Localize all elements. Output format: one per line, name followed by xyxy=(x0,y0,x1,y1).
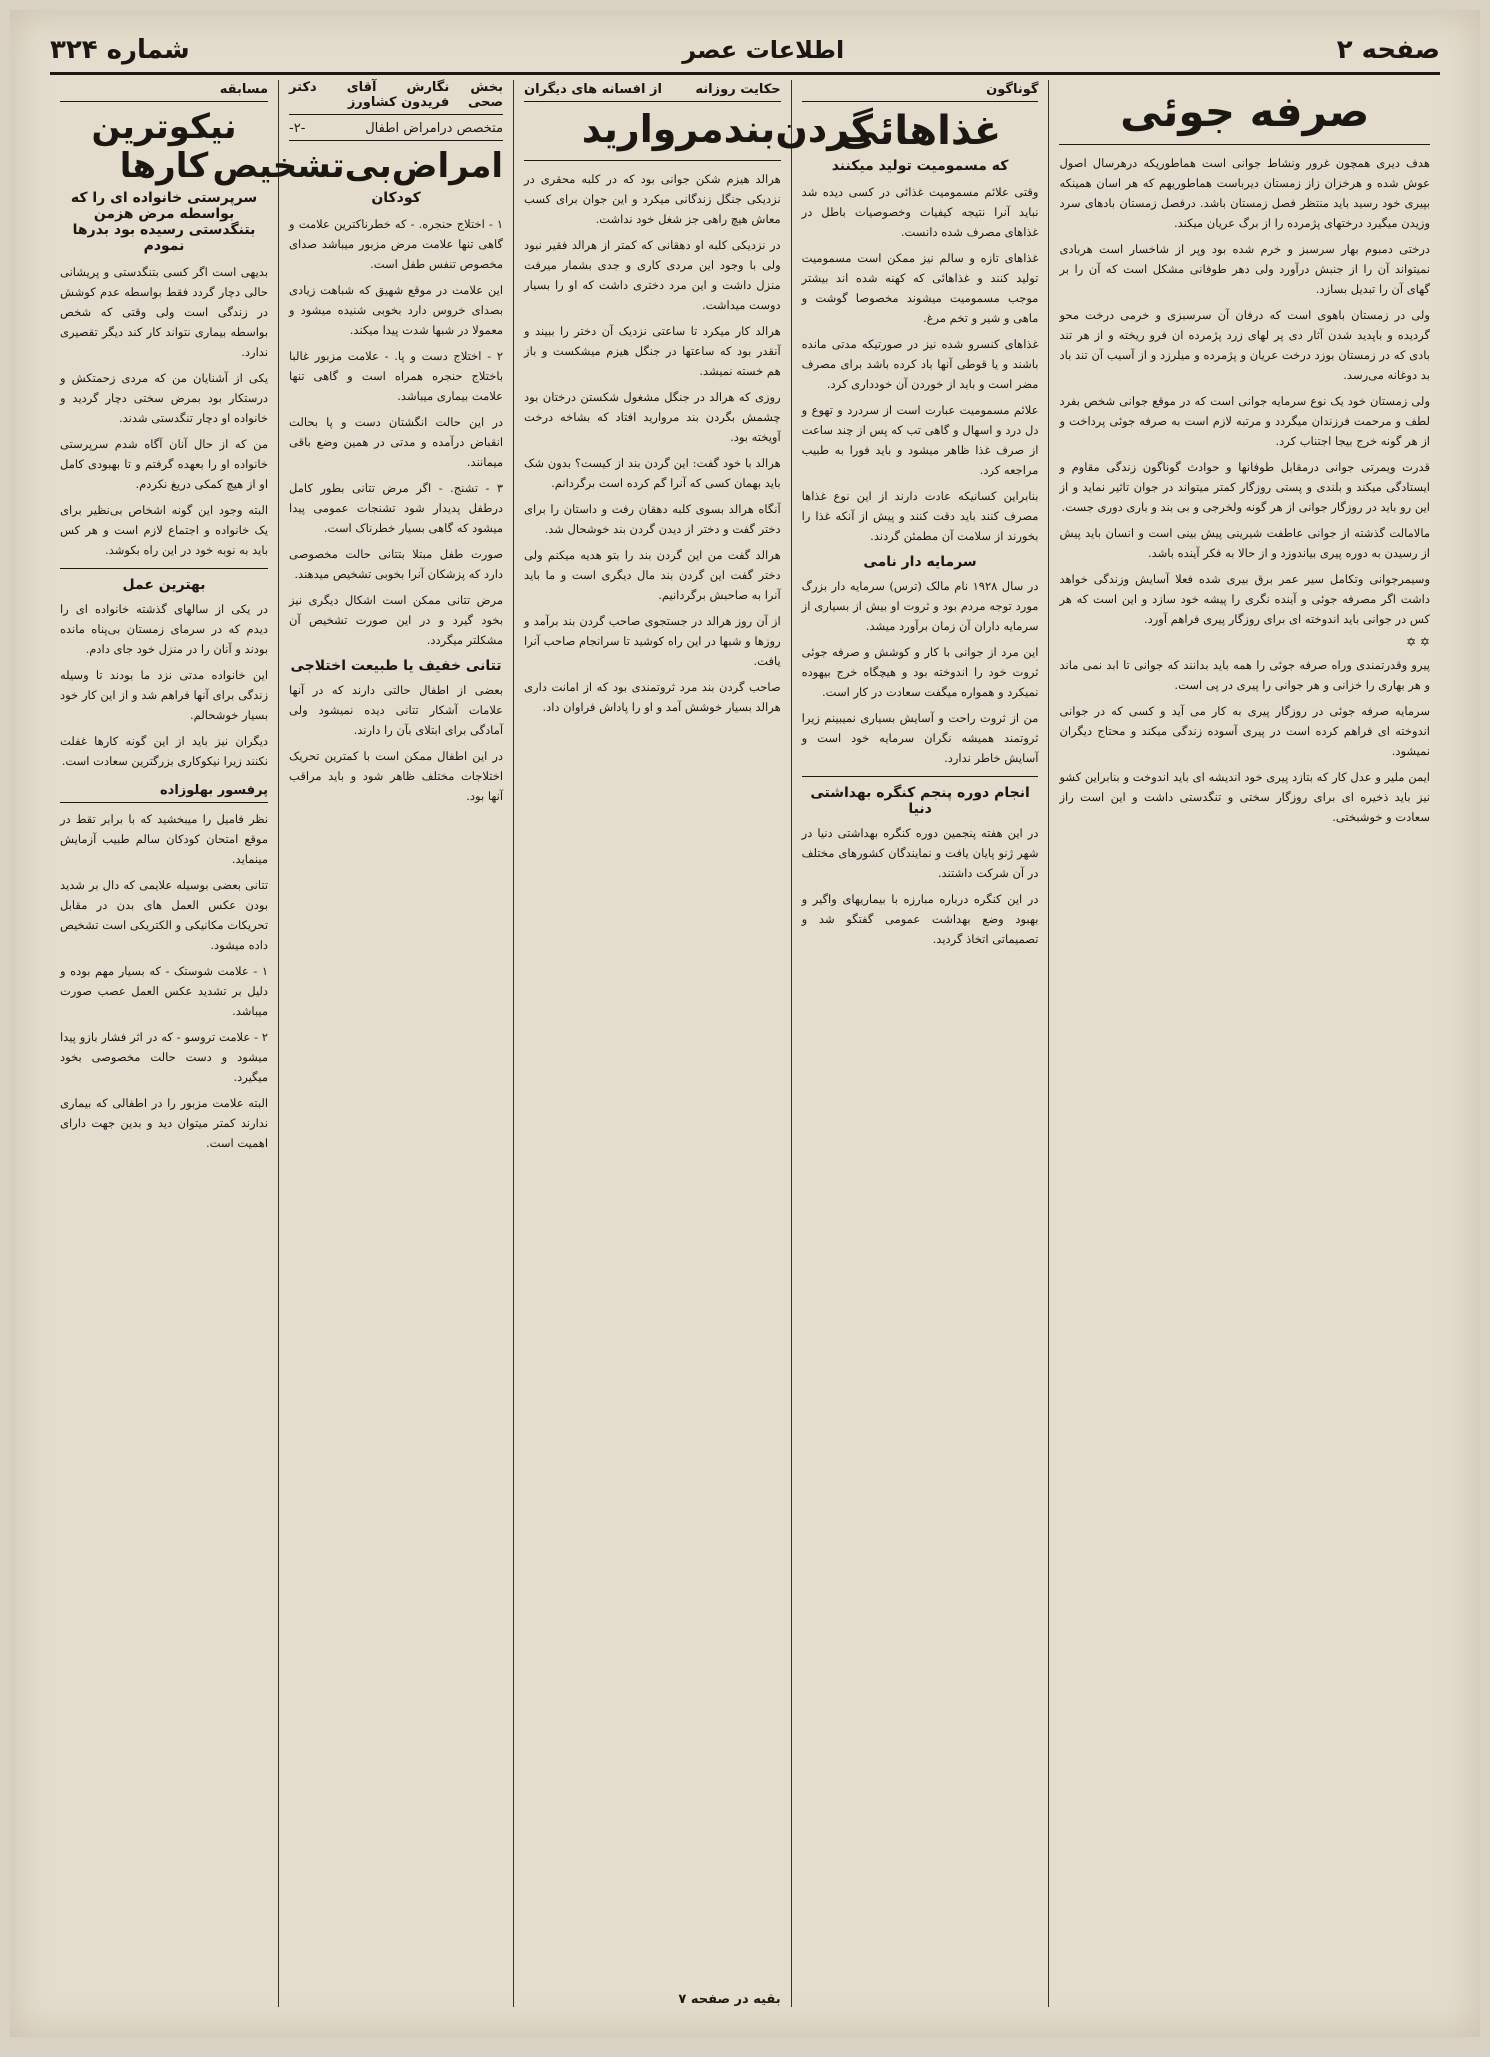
article-paragraph: من از ثروت راحت و آسایش بسیاری نمیبینم زیرا ثروتمند همیشه نگران سرمایه خود است و آسایش خاطر ندارد. xyxy=(801,711,1039,765)
continued-note: بقیه در صفحه ۷ xyxy=(678,1992,781,2007)
article-paragraph: درختی دمبوم بهار سرسبز و خرم شده بود وپر از شاخسار است هربادی نمیتواند آن را از جنبش درآورد ولی دهر طوفانی مشکل است که آن را بر گهای آن را تبدیل بسازد. xyxy=(1059,242,1430,297)
divider xyxy=(802,776,1039,777)
article-paragraph: هدف دیری همچون غرور ونشاط جوانی است هماطوریکه درهرسال اصول عوش شده و هرخزان زاز زمستان دیرباست هماطوریهم که هر اسان همینکه بپیری خود رسید باید منتظر فصل زمستان باشد. درفصل زمستان بادهای سرد وزیدن میگیرد درختهای پژمرده را از برگ عریان میکند. xyxy=(1059,156,1430,231)
paper-name: اطلاعات عصر xyxy=(682,36,845,64)
health-section-strip xyxy=(289,80,503,115)
article-paragraph: البته علامت مزبور را در اطفالی که بیماری ندارند کمتر میتوان دید و بدین جهت دارای اهمیت است. xyxy=(59,1096,269,1151)
column-saving xyxy=(1048,80,1440,2007)
article-paragraph: هرالد گفت من این گردن بند را بتو هدیه میکنم ولی دختر گفت این گردن بند مال دیگری است و ما باید آنرا به صاحبش برگردانیم. xyxy=(524,547,781,602)
strip-sub: متخصص درامراض اطفال xyxy=(365,121,504,136)
article-paragraph: ۱ - علامت شوستک - که بسیار مهم بوده و دلیل بر تشدید عکس العمل عصب صورت میباشد. xyxy=(59,964,269,1019)
article-paragraph: ولی زمستان خود یک نوع سرمایه جوانی است که در موقع جوانی شخص بفرد لطف و مرحمت فرزندان میگردد و مرتبه لازم است به صرفه جوئی پرداخت و از هر گونه خرج بیجا اجتناب کرد. xyxy=(1059,394,1430,449)
article-paragraph: وقتی علائم مسمومیت غذائی در کسی دیده شد نباید آنرا نتیجه کیفیات وخصوصیات باطل در غذاهای مصرف شده دانست. xyxy=(801,185,1039,239)
article-paragraph: آنگاه هرالد بسوی کلبه دهقان رفت و داستان را برای دختر گفت و دختر از دیدن گردن بند خوشحال شد. xyxy=(524,501,781,536)
strip-right: بخش صحی xyxy=(467,80,504,110)
article-paragraph: قدرت ویمرتی جوانی درمقابل طوفانها و حوادث گوناگون زندگی مقاوم و ایستادگی میکند و بلندی و پستی روزگار کمتر میتواند در جوان تاثیر نماید و از این رو باید در روزگار جوانی از هر گونه ولخرجی و بی بند و باری دوری جست. xyxy=(1059,460,1430,515)
article-paragraph: غذاهای کنسرو شده نیز در صورتیکه مدتی مانده باشند و یا قوطی آنها باد کرده باشد برای مصرف مضر است و باید از خوردن آن خودداری کرد. xyxy=(801,337,1039,391)
article-paragraph: از آن روز هرالد در جستجوی صاحب گردن بند برآمد و روزها و شبها در این راه کوشید تا سرانجام صاحب آنرا یافت. xyxy=(524,613,781,668)
headline-good-deeds: نیکوترین کارها xyxy=(91,107,237,187)
section-title-capitalist: سرمایه دار نامی xyxy=(863,554,977,570)
article-paragraph: روزی که هرالد در جنگل مشغول شکستن درختان بود چشمش بگردن بند مروارید افتاد که بشاخه درخت آویخته بود. xyxy=(524,389,781,444)
kicker-misc xyxy=(802,80,1039,102)
kicker-professor xyxy=(60,781,268,803)
article-paragraph: سرمایه صرفه جوئی در روزگار پیری به کار می آید و کسی که در جوانی اندوخته ای فراهم کرده است در پیری آسوده زندگی میکند و محتاج دیگران نمیشود. xyxy=(1059,704,1430,759)
page-label: صفحه ۲ xyxy=(1336,35,1440,65)
article-paragraph: صورت طفل مبتلا بتتانی حالت مخصوصی دارد که پزشکان آنرا بخوبی تشخیص میدهند. xyxy=(289,547,504,582)
article-paragraph: بعضی از اطفال حالتی دارند که در آنها علامات آشکار تتانی دیده نمیشود ولی آمادگی برای ابتلای بآن را دارند. xyxy=(289,683,504,738)
article-paragraph: این مرد از جوانی با کار و کوشش و صرفه جوئی ثروت خود را اندوخته بود و هیچگاه خرج بیهوده نمیکرد و همواره میگفت سعادت در کار است. xyxy=(801,645,1039,699)
columns xyxy=(50,80,1440,2007)
issue-label: شماره ۳۲۴ xyxy=(50,35,190,65)
article-paragraph: در این هفته پنجمین دوره کنگره بهداشتی دنیا در شهر ژنو پایان یافت و نمایندگان کشورهای مختلف در آن شرکت داشتند. xyxy=(801,826,1039,880)
divider xyxy=(1059,144,1430,145)
article-paragraph: یکی از آشنایان من که مردی زحمتکش و درستکار بود بمرض سختی دچار گردید و خانواده او دچار تنگدستی شدند. xyxy=(59,371,269,426)
article-paragraph: ۲ - اختلاج دست و پا. - علامت مزبور غالبا باختلاج حنجره همراه است و گاهی تنها علامت بیماری میباشد. xyxy=(289,349,504,404)
subhead-children: کودکان xyxy=(371,190,421,207)
section-title-mild-tetany: تتانی خفیف یا طبیعت اختلاجی xyxy=(290,658,502,675)
article-paragraph: هرالد هیزم شکن جوانی بود که در کلبه محقری در نزدیکی جنگل زندگانی میکرد و این جوان برای کسب معاش هیچ راهی جز شغل خود نداشت. xyxy=(524,171,781,226)
article-paragraph: ۳ - تشنج. - اگر مرض تتانی بطور کامل درطفل پدیدار شود تشنجات عمومی پیدا میشود که گاهی بسیار خطرناک است. xyxy=(289,481,504,536)
article-paragraph: این خانواده مدتی نزد ما بودند تا وسیله زندگی برای آنها فراهم شد و از این کار خود بسیار خوشحالم. xyxy=(59,668,269,723)
kicker-label: گوناگون xyxy=(986,82,1039,97)
divider xyxy=(524,160,781,161)
article-paragraph: البته وجود این گونه اشخاص بی‌نظیر برای یک خانواده و اجتماع لازم است و هر کس باید به نوبه خود در این راه بکوشد. xyxy=(59,503,269,558)
column-foods xyxy=(791,80,1049,2007)
kicker-right: حکایت روزانه xyxy=(695,82,781,97)
masthead-rule xyxy=(50,72,1440,75)
article-paragraph: مالامالت گذشته از جوانی عاطفت شیرینی پیش بینی است و انسان باید پیش از رسیدن به دوره پیری بیاندوزد و از حالا به فکر آینده باشد. xyxy=(1059,526,1430,561)
star-ornament: ✡ ✡ xyxy=(1406,635,1430,650)
article-paragraph: ۱ - اختلاج حنجره. - که خطرناکترین علامت و گاهی تنها علامت مرض مزبور میباشد صدای مخصوص تنفس طفل است. xyxy=(289,217,504,272)
article-paragraph: در این حالت انگشتان دست و پا بحالت انقباض درآمده و مدتی در همین وضع باقی میمانند. xyxy=(289,415,504,470)
article-paragraph: صاحب گردن بند مرد ثروتمندی بود که از امانت داری هرالد بسیار خوشش آمد و او را پاداش فراوان داد. xyxy=(524,679,781,714)
article-paragraph: هرالد کار میکرد تا ساعتی نزدیک آن دختر را ببیند و آنقدر بود که ساعتها در جنگل هیزم میشکست و باز هم خسته نمیشد. xyxy=(524,323,781,378)
section-title-health-congress: انجام دوره پنجم کنگره بهداشتی دنیا xyxy=(810,785,1030,817)
article-paragraph: تتانی بعضی بوسیله علایمی که دال بر شدید بودن عکس العمل های بدن در مقابل تحریکات مکانیکی و الکتریکی است تشخیص داده میشود. xyxy=(59,878,269,953)
article-paragraph: نظر فامیل را میبخشید که با برابر تقط در موقع امتحان کودکان سالم طبیب آزمایش مینماید. xyxy=(59,812,269,867)
article-paragraph: غذاهای تازه و سالم نیز ممکن است مسمومیت تولید کنند و غذاهائی که کهنه شده اند بیشتر موجب مسمومیت میشوند مخصوصا گوشت و ماهی و شیر و تخم مرغ. xyxy=(801,251,1039,325)
masthead-folio xyxy=(50,28,1440,72)
kicker-left: از افسانه های دیگران xyxy=(524,82,662,97)
subhead-foods: که مسمومیت تولید میکنند xyxy=(831,158,1009,174)
section-title-best-deed: بهترین عمل xyxy=(122,577,206,594)
article-paragraph: در این اطفال ممکن است با کمترین تحریک اختلاجات مختلف ظاهر شود و باید مراقب آنها بود. xyxy=(289,749,504,804)
author-strip xyxy=(289,121,503,141)
headline-foods: غذاهائی xyxy=(838,108,1002,154)
article-paragraph: هرالد با خود گفت: این گردن بند از کیست؟ بدون شک باید بهمان کسی که آنرا گم کرده است برگردانم. xyxy=(524,455,781,490)
article-paragraph: ولی در زمستان باهوی است که درفان آن سرسبزی و خرمی درخت محو گردیده و باپدید شدن آثار دی پر لهای زرد پژمرده ان فرو ریخته و از هر تند بادی که در زمستان بوزد درخت عریان و پژمرده و میلرزد و از آسیب آن تند باد بد دوغانه می‌رسد. xyxy=(1059,308,1430,383)
headline-diseases: امراض‌بی‌تشخیص xyxy=(212,146,504,186)
subhead-good-deeds: سرپرستی خانواده ای را که بواسطه مرض هزمن بتنگدستی رسیده بود بدرها نمودم xyxy=(70,190,258,255)
strip-left: نگارش آقای دکتر فریدون کشاورز xyxy=(289,80,450,110)
article-paragraph: این علامت در موقع شهیق که شباهت زیادی بصدای خروس دارد بخوبی شنیده میشود و معمولا در شبها شدت پیدا میکند. xyxy=(289,283,504,338)
article-paragraph: ایمن ملیر و عدل کار که بتازد پیری خود اندیشه ای باید اندوخت و بنابراین کشو نیز باید ذخیره ای برای روزگار سختی و تنگدستی داشت و این است راز سعادت و خوشبختی. xyxy=(1059,770,1430,825)
article-paragraph: من که از حال آنان آگاه شدم سرپرستی خانواده او را بعهده گرفتم و تا بهبودی کامل او از هیچ کمکی دریغ نکردم. xyxy=(59,437,269,492)
kicker-label: مسابقه xyxy=(219,82,269,97)
article-paragraph: در نزدیکی کلبه او دهقانی که کمتر از هرالد فقیر نبود ولی با وجود این مردی کاری و جدی بشمار میرفت منزل داشت و این مرد دختری داشت که او را بسیار دوست میداشت. xyxy=(524,237,781,312)
divider xyxy=(60,568,268,569)
column-good-deeds xyxy=(50,80,278,2007)
kicker-contest xyxy=(60,80,268,102)
article-paragraph: بنابراین کسانیکه عادت دارند از این نوع غذاها مصرف کنند باید دقت کنند و پیش از آنکه غذا را بخورند از سلامت آن مطمئن گردند. xyxy=(801,489,1039,543)
article-paragraph: بدیهی است اگر کسی بتنگدستی و پریشانی حالی دچار گردد فقط بواسطه عدم کوشش در زندگی است ولی وقتی که شخص بواسطه بیماری نتواند کار کند دیگر تقصیری ندارد. xyxy=(59,265,269,360)
kicker-label: پرفسور بهلوزاده xyxy=(159,783,269,799)
column-necklace xyxy=(513,80,873,2007)
article-paragraph: در سال ۱۹۲۸ نام مالک (ترس) سرمایه دار بزرگ مورد توجه مردم بود و ثروت او بیش از بسیاری از سرمایه داران آن زمان برآورد میشد. xyxy=(801,579,1039,633)
article-paragraph: در این کنگره درباره مبارزه با بیماریهای واگیر و بهبود وضع بهداشت عمومی گفتگو شد و تصمیماتی اتخاذ گردید. xyxy=(801,892,1039,946)
article-paragraph: ۲ - علامت تروسو - که در اثر فشار بازو پیدا میشود و دست حالت مخصوصی بخود میگیرد. xyxy=(59,1030,269,1085)
newspaper-page xyxy=(10,10,1480,2037)
headline-necklace: گردن‌بند‌مروارید xyxy=(581,107,873,151)
strip-num: -۲- xyxy=(289,121,306,136)
article-paragraph: دیگران نیز باید از این گونه کارها غفلت نکنند زیرا نیکوکاری بزرگترین سعادت است. xyxy=(59,734,269,769)
kicker-daily-story xyxy=(524,80,781,102)
headline-saving: صرفه جوئی xyxy=(1120,87,1370,136)
article-paragraph: علائم مسمومیت عبارت است از سردرد و تهوع و دل درد و اسهال و گاهی تب که پس از چند ساعت از صرف غذا ظاهر میشود و باید فورا به طبیب مراجعه کرد. xyxy=(801,403,1039,477)
article-paragraph: پیرو وقدرتمندی وراه صرفه جوئی را همه باید بدانند که جوانی تا ابد نمی ماند و هر بهاری را خزانی و هر جوانی را پیری در پی است. xyxy=(1059,658,1430,693)
article-paragraph: در یکی از سالهای گذشته خانواده ای را دیدم که در سرمای زمستان بی‌پناه مانده بودند و آنان را در منزل خود جای دادم. xyxy=(59,602,269,657)
article-paragraph: مرض تتانی ممکن است اشکال دیگری نیز بخود گیرد و در این صورت تشخیص آن مشکلتر میگردد. xyxy=(289,593,504,648)
article-paragraph: وسیمرجوانی وتکامل سیر عمر برق بیری شده فعلا آسایش وزندگی خواهد داشت اگر مصرفه جوئی و آینده نگری را پیشه خود سازد و این است که هر کس در جوانی باید اندوخته ای برای روزگار پیری فراهم آورد. xyxy=(1059,572,1430,627)
